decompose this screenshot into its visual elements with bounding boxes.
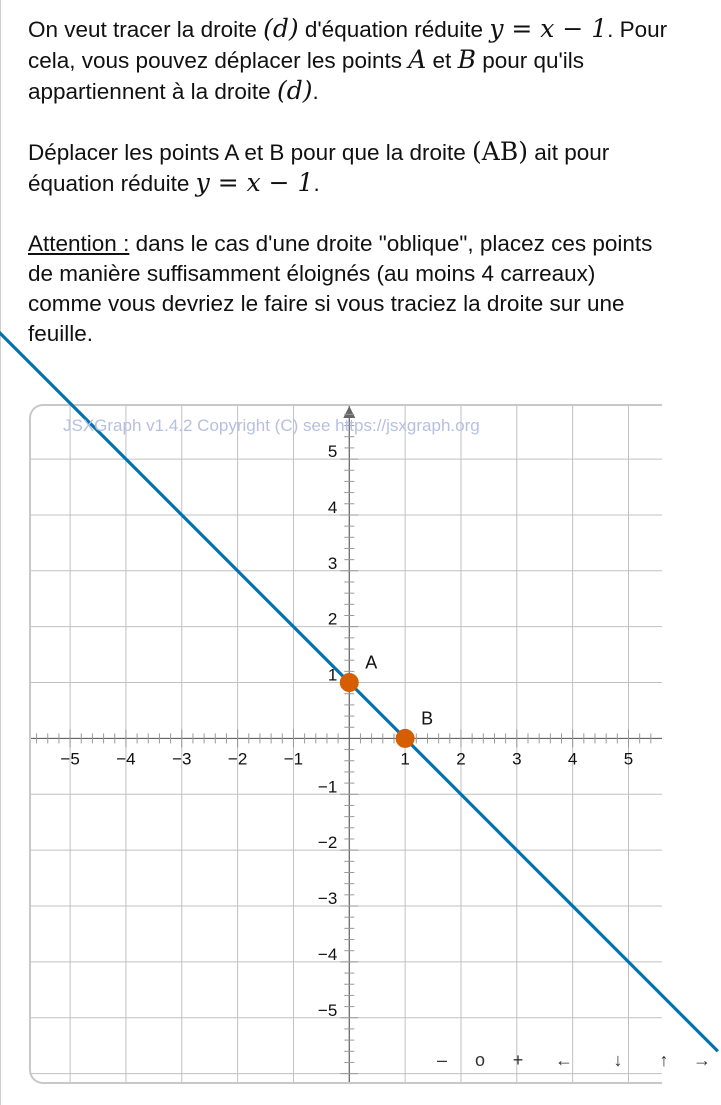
x-tick-label: 3 [512,749,522,769]
x-tick-label: −4 [116,749,136,769]
x-tick-label: −1 [283,749,304,769]
text: . [312,79,319,104]
x-tick-label: 5 [623,749,634,769]
point-label-b: B [421,708,434,729]
x-tick-label: 4 [567,749,578,769]
line-equation: y = x − 1 [489,14,608,43]
point-label-a: A [365,652,378,673]
point-b[interactable] [396,729,414,747]
copyright-notice: JSXGraph v1.4.2 Copyright (C) see https://jsxgraph.org [63,416,480,435]
jsxgraph-board[interactable] [29,404,711,1084]
y-tick-label: 5 [327,442,338,462]
board-navigation-bar [423,1050,721,1071]
y-tick-label: 4 [327,497,338,517]
zoom-out-button[interactable]: – [436,1050,447,1070]
text: Déplacer les points A et B pour que la droite [28,140,473,165]
line-name-d: (d) [263,14,299,43]
y-tick-label: 1 [327,665,338,685]
x-tick-label: −2 [227,749,248,769]
pan-right-button[interactable]: → [693,1050,711,1070]
pan-up-button[interactable]: ↑ [659,1050,669,1070]
point-a[interactable] [340,674,358,692]
exercise-instructions [28,14,668,349]
instruction-paragraph-3 [28,229,668,349]
text: ait pour équation réduite [28,140,610,196]
text: On veut tracer la droite [28,17,264,42]
text: et [426,48,458,73]
instruction-paragraph-1 [28,14,668,107]
y-tick-label: −1 [317,777,338,797]
text: . Pour cela, vous pouvez déplacer les points [28,17,668,73]
x-tick-label: 1 [400,749,410,769]
y-tick-label: 3 [327,553,338,573]
x-tick-label: −3 [172,749,192,769]
target-equation: y = x − 1 [195,168,314,197]
text: d'équation réduite [298,17,490,42]
zoom-in-button[interactable]: + [512,1050,524,1070]
graph-canvas[interactable] [31,406,662,1082]
warning-text: dans le cas d'une droite "oblique", placez ces points de manière suffisamment éloignés (au moins 4 carreaux) comme vous devriez le faire si vous traciez la droite sur une feuille. [28,231,653,346]
zoom-reset-button[interactable]: o [474,1050,485,1070]
pan-left-button[interactable]: ← [555,1050,573,1070]
y-tick-label: −2 [317,833,338,853]
y-tick-label: −4 [317,944,338,964]
y-tick-label: −3 [317,889,338,909]
page-left-border [0,0,1,1105]
line-name-ab: (AB) [472,137,528,166]
y-tick-label: −5 [317,1000,338,1020]
y-tick-label: 2 [327,609,338,629]
line-name-d: (d) [276,76,313,105]
warning-label: Attention : [28,231,130,256]
x-tick-label: 2 [456,749,466,769]
pan-down-button[interactable]: ↓ [613,1050,623,1070]
point-name-b: B [457,45,476,74]
text: . [313,171,320,196]
instruction-paragraph-2 [28,137,668,199]
text: pour qu'ils appartiennent à la droite [28,48,585,104]
point-name-a: A [408,45,427,74]
x-tick-label: −5 [60,749,80,769]
